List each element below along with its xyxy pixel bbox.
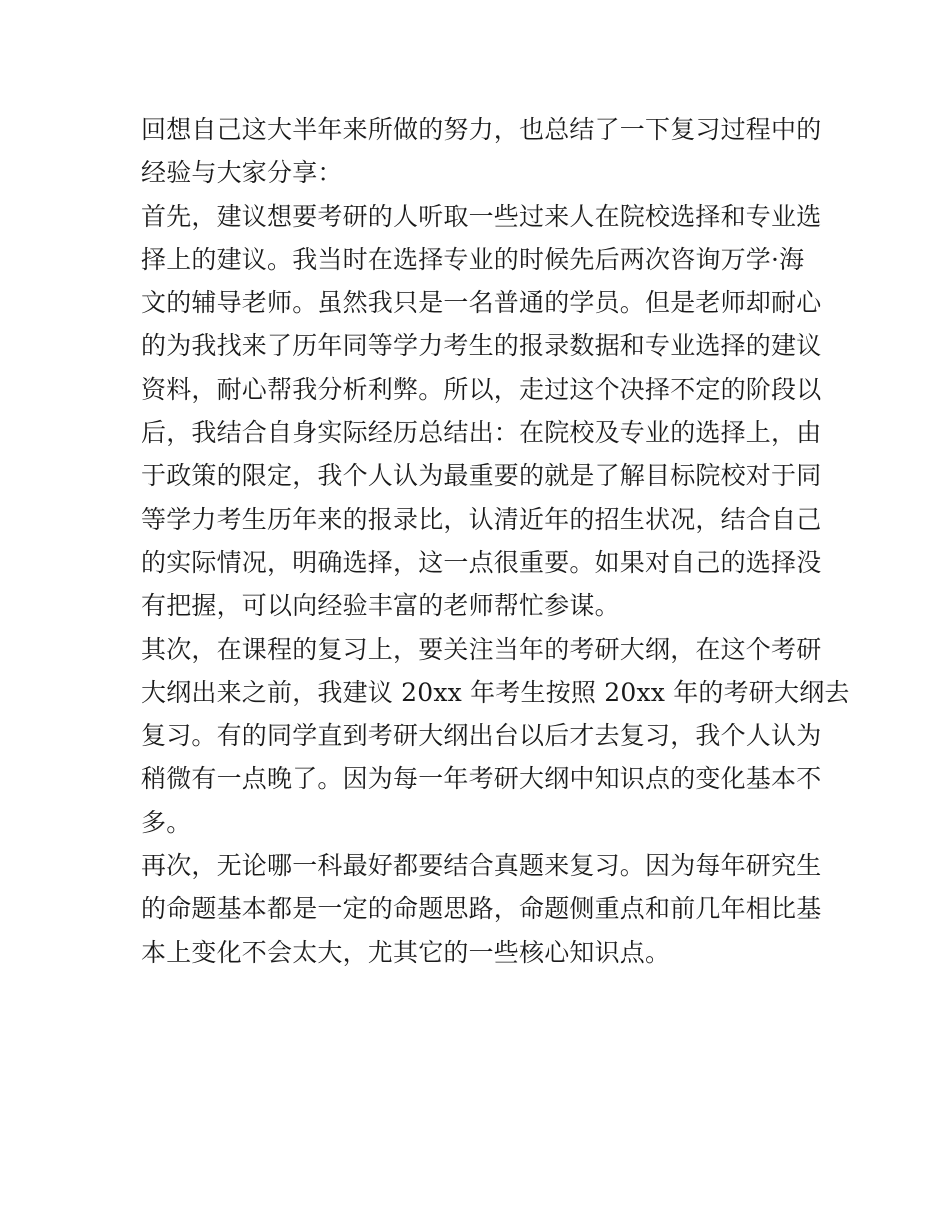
text-line: 择上的建议。我当时在选择专业的时候先后两次咨询万学·海 [141, 244, 805, 274]
text-line: 文的辅导老师。虽然我只是一名普通的学员。但是老师却耐心 [141, 288, 822, 318]
text-line: 稍微有一点晚了。因为每一年考研大纲中知识点的变化基本不 [141, 764, 822, 794]
text-line: 首先，建议想要考研的人听取一些过来人在院校选择和专业选 [141, 201, 822, 231]
text-line: 的实际情况，明确选择，这一点很重要。如果对自己的选择没 [141, 547, 822, 577]
text-line: 的为我找来了历年同等学力考生的报录数据和专业选择的建议 [141, 331, 822, 361]
text-line: 经验与大家分享： [141, 158, 343, 188]
text-line: 本上变化不会太大，尤其它的一些核心知识点。 [141, 937, 671, 967]
text-line: 有把握，可以向经验丰富的老师帮忙参谋。 [141, 591, 620, 621]
text-line: 大纲出来之前，我建议 20xx 年考生按照 20xx 年的考研大纲去 [141, 677, 850, 707]
text-line: 资料，耐心帮我分析利弊。所以，走过这个决择不定的阶段以 [141, 374, 822, 404]
text-line: 其次，在课程的复习上，要关注当年的考研大纲，在这个考研 [141, 634, 822, 664]
text-line: 于政策的限定，我个人认为最重要的就是了解目标院校对于同 [141, 461, 822, 491]
text-line: 回想自己这大半年来所做的努力，也总结了一下复习过程中的 [141, 115, 822, 144]
text-line: 复习。有的同学直到考研大纲出台以后才去复习，我个人认为 [141, 721, 822, 751]
text-line: 再次，无论哪一科最好都要结合真题来复习。因为每年研究生 [141, 851, 822, 881]
text-line: 的命题基本都是一定的命题思路，命题侧重点和前几年相比基 [141, 894, 822, 924]
text-line: 后，我结合自身实际经历总结出：在院校及专业的选择上，由 [141, 418, 822, 448]
document-body [141, 108, 850, 974]
text-line: 多。 [141, 807, 192, 837]
text-line: 等学力考生历年来的报录比，认清近年的招生状况，结合自己 [141, 504, 822, 534]
